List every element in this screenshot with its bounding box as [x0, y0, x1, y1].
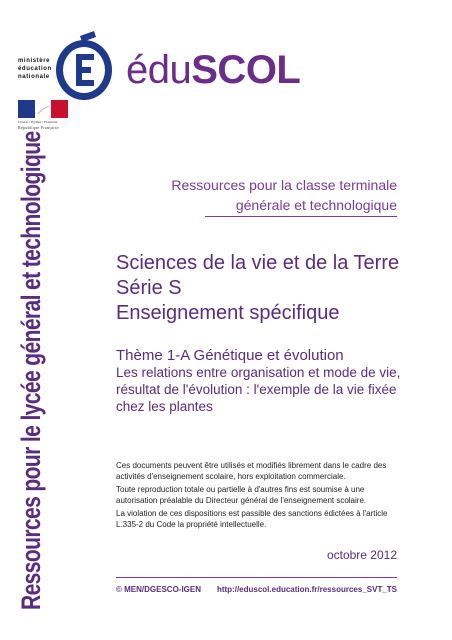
subject-title: [116, 251, 416, 326]
ministry-line-3: nationale: [18, 74, 50, 80]
subject-line-1: Sciences de la vie et de la Terre: [116, 252, 400, 274]
ministry-e-logo: [38, 28, 114, 104]
resources-header: [120, 175, 397, 215]
sidebar-title: [16, 0, 52, 610]
subject-line-2: Série S: [116, 277, 182, 299]
resources-header-line-2: générale et technologique: [235, 197, 397, 213]
eduscol-logo: [126, 48, 300, 92]
republique-label: République Française: [18, 125, 59, 130]
footer-copyright: © MEN/DGESCO-IGEN: [116, 585, 202, 594]
ministry-line-2: éducation: [18, 66, 52, 72]
republique-motto: Liberté • Égalité • Fraternité: [18, 120, 58, 124]
footer-url-link[interactable]: http://eduscol.education.fr/ressources_SVT_TS: [216, 585, 397, 594]
subject-line-3: Enseignement spécifique: [116, 302, 340, 324]
eduscol-logo-lower: édu: [126, 48, 192, 92]
legal-paragraph-usage: Ces documents peuvent être utilisés et modifiés librement dans le cadre des activités d'enseignement scolaire, hors exploitation commerciale.: [116, 461, 387, 481]
legal-paragraph-reproduction: Toute reproduction totale ou partielle à d'autres fins est soumise à une autorisation préalable du Directeur général de l'enseignement scolaire.: [116, 485, 367, 505]
legal-paragraph-violation: La violation de ces dispositions est passible des sanctions édictées à l'article L.335-2 du Code la propriété intellectuelle.: [116, 509, 388, 529]
sidebar-title-text: Ressources pour le lycée général et technologique: [16, 131, 46, 610]
eduscol-logo-upper: SCOL: [191, 48, 301, 92]
theme-description: Les relations entre organisation et mode de vie, résultat de l'évolution : l'exemple de la vie fixée chez les plantes: [116, 365, 401, 414]
header-divider: [205, 216, 397, 217]
resources-header-line-1: Ressources pour la classe terminale: [171, 177, 397, 193]
publication-date: octobre 2012: [326, 548, 397, 562]
footer-divider: [116, 577, 397, 578]
theme-title: Thème 1-A Génétique et évolution: [116, 347, 344, 364]
ministry-line-1: ministère: [18, 58, 51, 64]
